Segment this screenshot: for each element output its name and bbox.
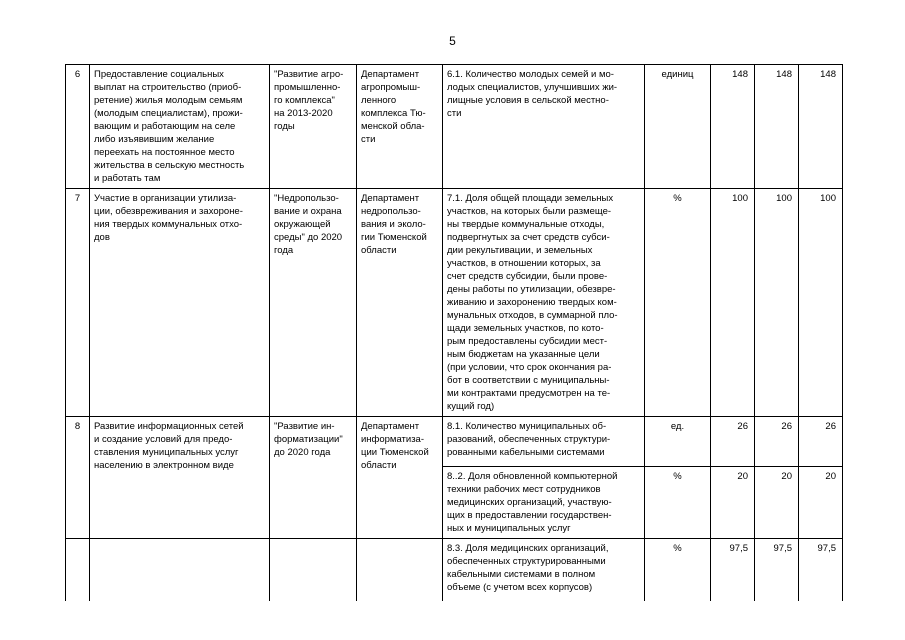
value-cell: 148 <box>755 65 799 189</box>
row-number: 7 <box>66 189 90 417</box>
value-cell: 97,5 <box>799 539 843 601</box>
program-cell: "Развитие ин- форматизации" до 2020 года <box>270 417 357 539</box>
empty-cell <box>357 539 443 601</box>
unit-cell: ед. <box>645 417 711 467</box>
row-number: 8 <box>66 417 90 539</box>
empty-cell <box>66 539 90 601</box>
value-cell: 20 <box>755 467 799 539</box>
indicators-table <box>65 64 843 601</box>
value-cell: 100 <box>711 189 755 417</box>
program-cell: "Развитие агро- промышленно- го комплекса" на 2013-2020 годы <box>270 65 357 189</box>
value-cell: 100 <box>755 189 799 417</box>
unit-cell: единиц <box>645 65 711 189</box>
table-row <box>66 539 843 601</box>
value-cell: 148 <box>711 65 755 189</box>
indicator-cell: 8..2. Доля обновленной компьютерной техники рабочих мест сотрудников медицинских организаций, участвую- щих в предоставлении государствен- ных и муниципальных услуг <box>443 467 645 539</box>
indicator-cell: 8.3. Доля медицинских организаций, обеспеченных структурированными кабельными системами в полном объеме (с учетом всех корпусов) <box>443 539 645 601</box>
table-row <box>66 417 843 467</box>
value-cell: 20 <box>799 467 843 539</box>
value-cell: 26 <box>799 417 843 467</box>
empty-cell <box>270 539 357 601</box>
measure-cell: Развитие информационных сетей и создание условий для предо- ставления муниципальных услуг населению в электронном виде <box>90 417 270 539</box>
value-cell: 26 <box>711 417 755 467</box>
row-number: 6 <box>66 65 90 189</box>
value-cell: 20 <box>711 467 755 539</box>
value-cell: 97,5 <box>711 539 755 601</box>
program-cell: "Недропользо- вание и охрана окружающей среды" до 2020 года <box>270 189 357 417</box>
department-cell: Департамент недропользо- вания и эколо- гии Тюменской области <box>357 189 443 417</box>
page-number: 5 <box>449 34 456 48</box>
value-cell: 148 <box>799 65 843 189</box>
indicator-cell: 8.1. Количество муниципальных об- разований, обеспеченных структури- рованными кабельными системами <box>443 417 645 467</box>
department-cell: Департамент агропромыш- ленного комплекса Тю- менской обла- сти <box>357 65 443 189</box>
measure-cell: Участие в организации утилиза- ции, обезвреживания и захороне- ния твердых коммунальных отхо- дов <box>90 189 270 417</box>
indicator-cell: 7.1. Доля общей площади земельных участков, на которых были размеще- ны твердые коммунальные отходы, подвергнутых за счет средств субси- дии рекультивации, и земельных участков, в отношении которых, за счет средств субсидии, были прове- дены работы по утилизации, обезвре- живанию и захоронению твердых ком- мунальных отходов, в суммарной пло- щади земельных участков, по кото- рым предоставлены субсидии мест- ным бюджетам на указанные цели (при условии, что срок окончания ра- бот в соответствии с муниципальны- ми контрактами предусмотрен на те- кущий год) <box>443 189 645 417</box>
value-cell: 26 <box>755 417 799 467</box>
table-row <box>66 65 843 189</box>
indicator-cell: 6.1. Количество молодых семей и мо- лодых специалистов, улучшивших жи- лищные условия в сельской местно- сти <box>443 65 645 189</box>
department-cell: Департамент информатиза- ции Тюменской области <box>357 417 443 539</box>
unit-cell: % <box>645 467 711 539</box>
empty-cell <box>90 539 270 601</box>
unit-cell: % <box>645 189 711 417</box>
value-cell: 97,5 <box>755 539 799 601</box>
table-row <box>66 189 843 417</box>
unit-cell: % <box>645 539 711 601</box>
value-cell: 100 <box>799 189 843 417</box>
measure-cell: Предоставление социальных выплат на строительство (приоб- ретение) жилья молодым семьям (молодым специалистам), прожи- вающим и работающим на селе либо изъявившим желание переехать на постоянное место жительства в сельскую местность и работать там <box>90 65 270 189</box>
